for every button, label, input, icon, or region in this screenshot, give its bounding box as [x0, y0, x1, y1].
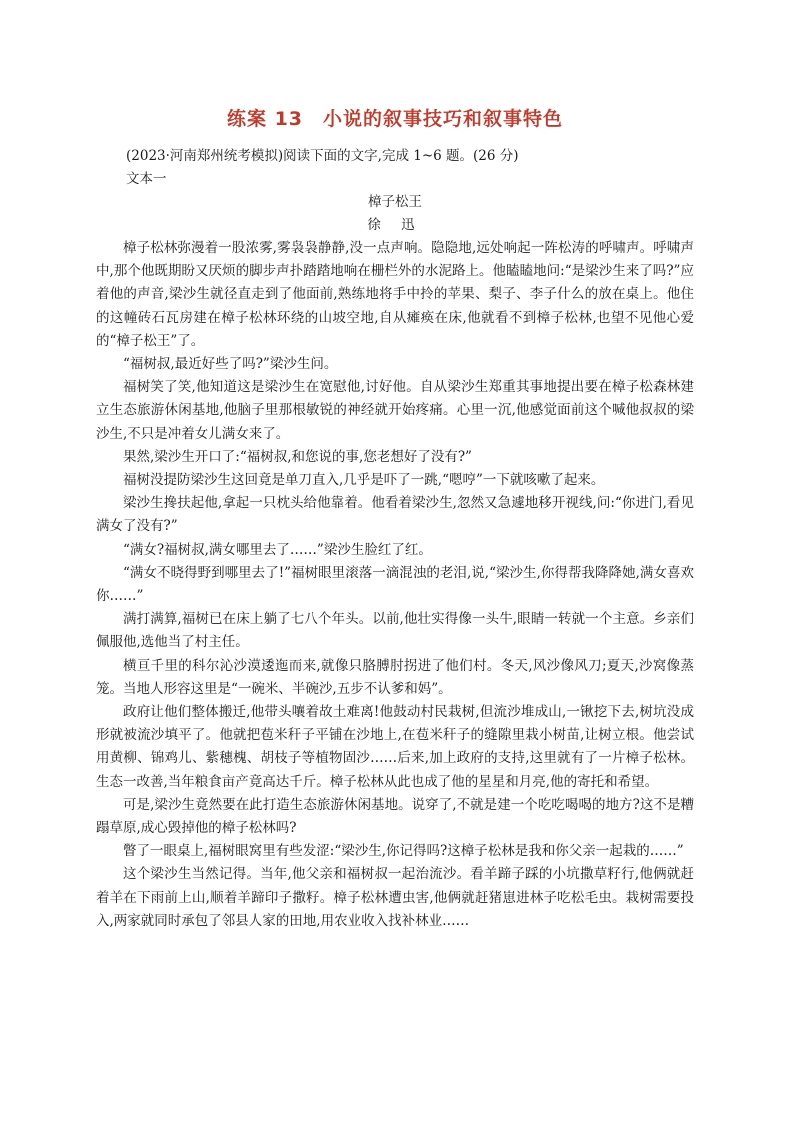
- paragraph: 满打满算,福树已在床上躺了七八个年头。以前,他壮实得像一头牛,眼睛一转就一个主意。乡亲们佩服他,选他当了村主任。: [96, 611, 694, 651]
- paragraph: 横亘千里的科尔沁沙漠逶迤而来,就像只胳膊肘拐进了他们村。冬天,风沙像风刀;夏天,沙窝像蒸笼。当地人形容这里是“一碗米、半碗沙,五步不认爹和妈”。: [96, 657, 694, 697]
- paragraph: 樟子松林弥漫着一股浓雾,雾袅袅静静,没一点声响。隐隐地,远处响起一阵松涛的呼啸声。呼啸声中,那个他既期盼又厌烦的脚步声扑踏踏地响在栅栏外的水泥路上。他瞌瞌地问:“是梁沙生来了吗?”应着他的声音,梁沙生就径直走到了他面前,熟练地将手中拎的苹果、梨子、李子什么的放在桌上。他住的这幢砖石瓦房建在樟子松林环绕的山坡空地,自从瘫痪在床,他就看不到樟子松林,也望不见他心爱的“樟子松王”了。: [96, 240, 694, 349]
- paragraph: “福树叔,最近好些了吗?”梁沙生问。: [123, 356, 338, 373]
- paragraph: “满女?福树叔,满女哪里去了……”梁沙生脸红了红。: [123, 541, 432, 558]
- paragraph: 瞥了一眼桌上,福树眼窝里有些发涩:“梁沙生,你记得吗?这樟子松林是我和你父亲一起栽的……”: [123, 843, 684, 860]
- paragraph: 福树没提防梁沙生这回竟是单刀直入,几乎是吓了一跳,“嗯哼”一下就咳嗽了起来。: [123, 472, 605, 489]
- story-author: 徐 迅: [367, 217, 423, 233]
- story-title: 樟子松王: [368, 194, 422, 210]
- paragraph: 福树笑了笑,他知道这是梁沙生在宽慰他,讨好他。自从梁沙生郑重其事地提出要在樟子松森林建立生态旅游休闲基地,他脑子里那根敏锐的神经就开始疼痛。心里一沉,他感觉面前这个喊他叔叔的梁沙生,不只是冲着女儿满女来了。: [96, 379, 694, 442]
- story-body: [96, 237, 694, 933]
- question-intro: (2023·河南郑州统考模拟)阅读下面的文字,完成 1~6 题。(26 分): [126, 148, 519, 164]
- paragraph: 这个梁沙生当然记得。当年,他父亲和福树叔一起治流沙。看羊蹄子踩的小坑撒草籽行,他俩就赶着羊在下雨前上山,顺着羊蹄印子撒籽。樟子松林遭虫害,他俩就赶猪崽进林子吃松毛虫。栽树需要投入,两家就同时承包了邻县人家的田地,用农业收入找补林业……: [96, 866, 694, 929]
- text-label: 文本一: [126, 171, 167, 187]
- paragraph: 果然,梁沙生开口了:“福树叔,和您说的事,您老想好了没有?”: [123, 448, 472, 465]
- page-title: 练案 13 小说的叙事技巧和叙事特色: [226, 108, 564, 130]
- paragraph: 可是,梁沙生竟然要在此打造生态旅游休闲基地。说穿了,不就是建一个吃吃喝喝的地方?这不是糟蹋草原,成心毁掉他的樟子松林吗?: [96, 796, 694, 837]
- paragraph: 梁沙生搀扶起他,拿起一只枕头给他靠着。他看着梁沙生,忽然又急遽地移开视线,问:“你进门,看见满女了没有?”: [96, 495, 694, 535]
- paragraph: “满女不晓得野到哪里去了!”福树眼里滚落一滴混浊的老泪,说,“梁沙生,你得帮我降降她,满女喜欢你……”: [96, 564, 694, 605]
- paragraph: 政府让他们整体搬迁,他带头嚷着故土难离!他鼓动村民栽树,但流沙堆成山,一锹挖下去,树坑没成形就被流沙填平了。他就把苞米秆子平铺在沙地上,在苞米秆子的缝隙里栽小树苗,让树立根。他尝试用黄柳、锦鸡儿、紫穗槐、胡枝子等植物固沙……后来,加上政府的支持,这里就有了一片樟子松林。生态一改善,当年粮食亩产竟高达千斤。樟子松林从此也成了他的星星和月亮,他的寄托和希望。: [96, 704, 694, 790]
